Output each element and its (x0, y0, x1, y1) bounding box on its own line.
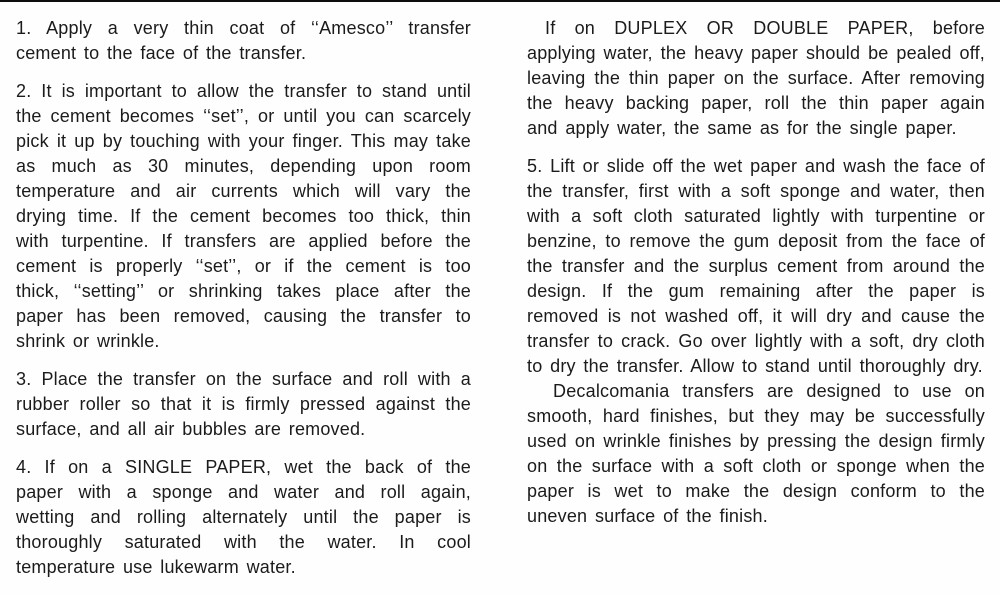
scan-edge-line (0, 0, 1000, 2)
paragraph-step-4-single-paper: 4. If on a SINGLE PAPER, wet the back of the paper with a sponge and water and roll again, wetting and rolling alternately until the paper is thoroughly saturated with the water. In cool temperature use lukewarm water. (16, 457, 471, 577)
paragraph-step-5: 5. Lift or slide off the wet paper and wash the face of the transfer, first with a soft sponge and water, then with a soft cloth saturated lightly with turpentine or benzine, to remove the gum deposit from the face of the transfer and the surplus cement from around the design. If the gum remaining after the paper is removed is not washed off, it will dry and cause the transfer to crack. Go over lightly with a soft, dry cloth to dry the transfer. Allow to stand until thoroughly dry. (527, 156, 985, 376)
paragraph-step-2: 2. It is important to allow the transfer to stand until the cement becomes ‘‘set’’, or until you can scarcely pick it up by touching with your finger. This may take as much as 30 minutes, depending upon room temperature and air currents which will vary the drying time. If the cement becomes too thick, thin with turpentine. If transfers are applied before the cement is properly ‘‘set’’, or if the cement is too thick, ‘‘setting’’ or shrinking takes place after the paper has been removed, causing the transfer to shrink or wrinkle. (16, 81, 471, 351)
right-column (527, 16, 985, 529)
left-column (16, 16, 471, 580)
paragraph-step-1: 1. Apply a very thin coat of ‘‘Amesco’’ transfer cement to the face of the transfer. (16, 18, 471, 63)
paragraph-duplex-paper: If on DUPLEX OR DOUBLE PAPER, before applying water, the heavy paper should be pealed off, leaving the thin paper on the surface. After removing the heavy backing paper, roll the thin paper again and apply water, the same as for the single paper. (527, 18, 985, 138)
paragraph-decalcomania-note: Decalcomania transfers are designed to use on smooth, hard finishes, but they may be successfully used on wrinkle finishes by pressing the design firmly on the surface with a soft cloth or sponge when the paper is wet to make the design conform to the uneven surface of the finish. (527, 381, 985, 526)
paragraph-step-3: 3. Place the transfer on the surface and roll with a rubber roller so that it is firmly pressed against the surface, and all air bubbles are removed. (16, 369, 471, 439)
